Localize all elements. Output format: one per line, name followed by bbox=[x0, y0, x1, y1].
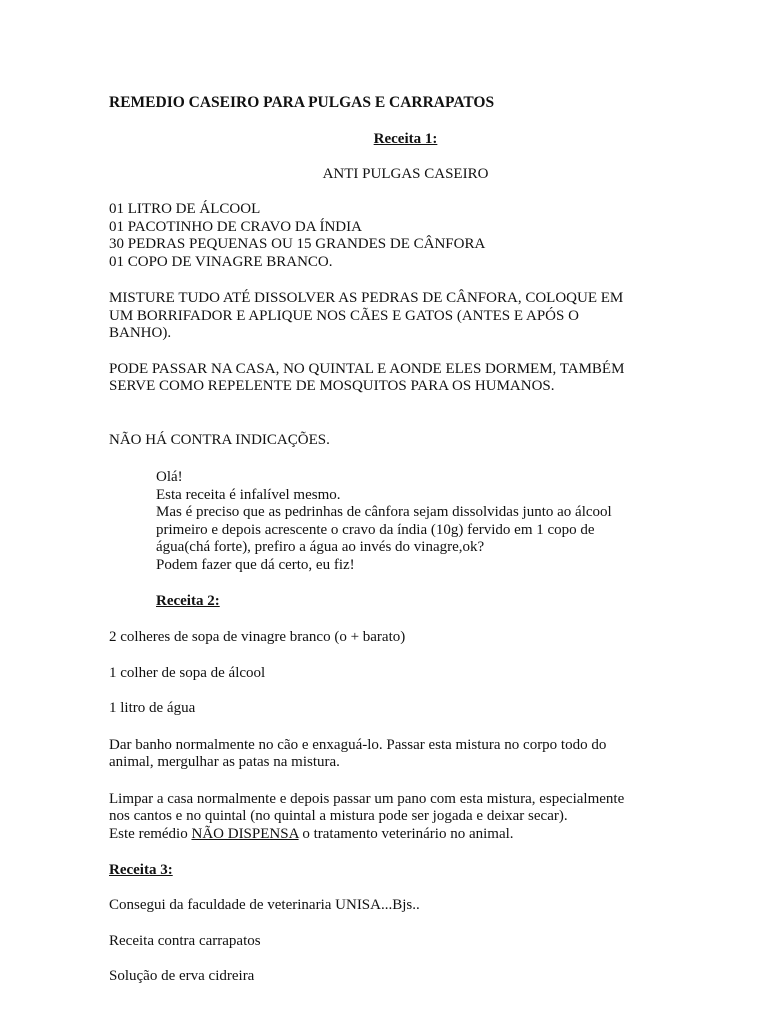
ingredient-line: 2 colheres de sopa de vinagre branco (o + barato) bbox=[109, 629, 406, 645]
receita-2-heading: Receita 2: bbox=[156, 593, 220, 609]
document-title: REMEDIO CASEIRO PARA PULGAS E CARRAPATOS bbox=[109, 94, 495, 111]
usage-line: PODE PASSAR NA CASA, NO QUINTAL E AONDE ELES DORMEM, TAMBÉM bbox=[109, 361, 625, 377]
comment-line: Olá! bbox=[156, 469, 183, 485]
vet-note-emphasis: NÃO DISPENSA bbox=[191, 826, 299, 842]
receita-3-solution: Solução de erva cidreira bbox=[109, 968, 255, 984]
ingredient-line: 1 colher de sopa de álcool bbox=[109, 665, 266, 681]
instruction-line: MISTURE TUDO ATÉ DISSOLVER AS PEDRAS DE CÂNFORA, COLOQUE EM bbox=[109, 290, 624, 306]
instruction-line: BANHO). bbox=[109, 325, 172, 341]
ingredient-line: 01 PACOTINHO DE CRAVO DA ÍNDIA bbox=[109, 219, 362, 235]
usage-line: SERVE COMO REPELENTE DE MOSQUITOS PARA OS HUMANOS. bbox=[109, 378, 555, 394]
house-line: Limpar a casa normalmente e depois passar um pano com esta mistura, especialmente bbox=[109, 791, 625, 807]
ingredient-line: 01 COPO DE VINAGRE BRANCO. bbox=[109, 254, 333, 270]
vet-note bbox=[109, 826, 514, 844]
receita-3-heading: Receita 3: bbox=[109, 862, 173, 878]
ingredient-line: 30 PEDRAS PEQUENAS OU 15 GRANDES DE CÂNFORA bbox=[109, 236, 486, 252]
receita-1-subtitle: ANTI PULGAS CASEIRO bbox=[322, 166, 489, 182]
instruction-line: UM BORRIFADOR E APLIQUE NOS CÃES E GATOS (ANTES E APÓS O bbox=[109, 308, 579, 324]
receita-1-heading: Receita 1: bbox=[373, 131, 438, 147]
comment-line: Mas é preciso que as pedrinhas de cânfora sejam dissolvidas junto ao álcool bbox=[156, 504, 612, 520]
comment-line: Esta receita é infalível mesmo. bbox=[156, 487, 341, 503]
contraindications: NÃO HÁ CONTRA INDICAÇÕES. bbox=[109, 432, 330, 448]
bath-line: Dar banho normalmente no cão e enxaguá-lo. Passar esta mistura no corpo todo do bbox=[109, 737, 607, 753]
ingredient-line: 01 LITRO DE ÁLCOOL bbox=[109, 201, 261, 217]
comment-line: água(chá forte), prefiro a água ao invés do vinagre,ok? bbox=[156, 539, 485, 555]
receita-3-name: Receita contra carrapatos bbox=[109, 933, 261, 949]
house-line: nos cantos e no quintal (no quintal a mistura pode ser jogada e deixar secar). bbox=[109, 808, 568, 824]
comment-line: primeiro e depois acrescente o cravo da índia (10g) fervido em 1 copo de bbox=[156, 522, 595, 538]
receita-3-source: Consegui da faculdade de veterinaria UNISA...Bjs.. bbox=[109, 897, 420, 913]
vet-note-post: o tratamento veterinário no animal. bbox=[298, 826, 514, 842]
ingredient-line: 1 litro de água bbox=[109, 700, 196, 716]
bath-line: animal, mergulhar as patas na mistura. bbox=[109, 754, 340, 770]
vet-note-pre: Este remédio bbox=[109, 826, 192, 842]
comment-line: Podem fazer que dá certo, eu fiz! bbox=[156, 557, 355, 573]
